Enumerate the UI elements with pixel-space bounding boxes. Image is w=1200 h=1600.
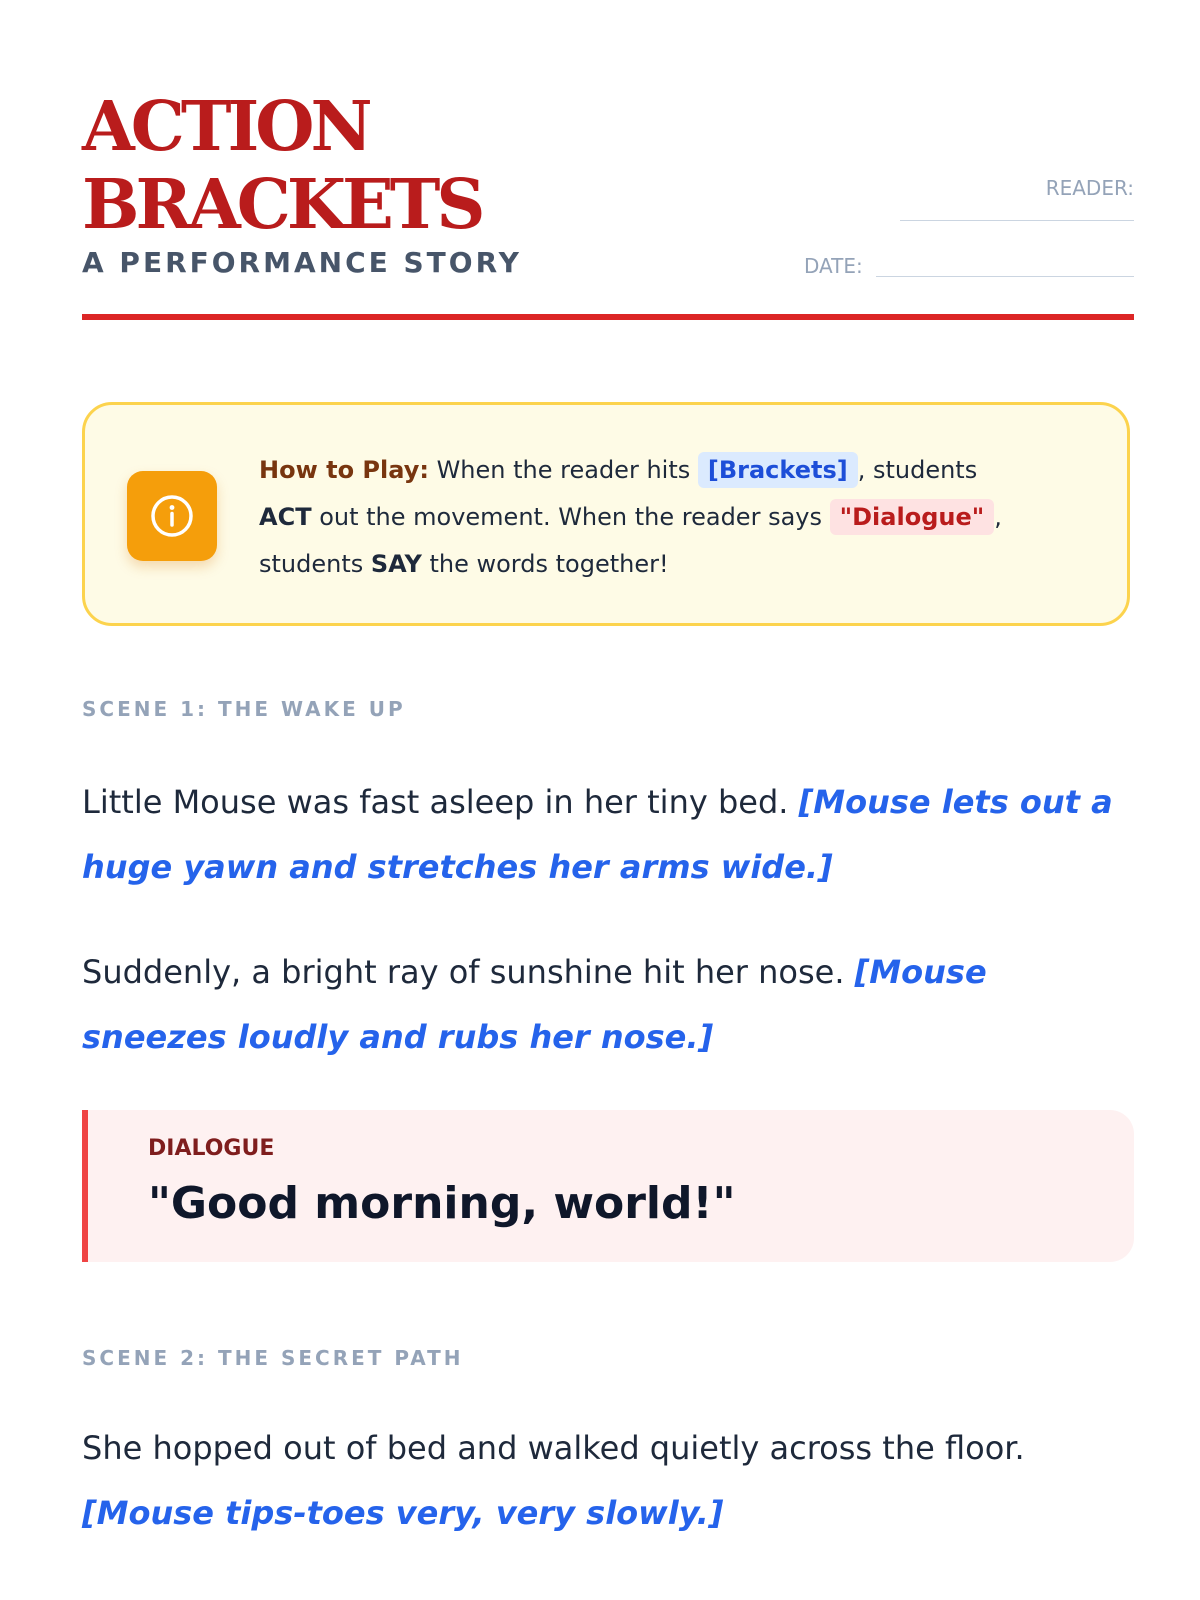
scene-1-heading: SCENE 1: THE WAKE UP — [82, 697, 406, 721]
act-word: ACT — [259, 503, 312, 531]
instructions-comma: , — [994, 503, 1002, 531]
title-line-1: ACTION — [82, 87, 369, 167]
info-icon — [127, 471, 217, 561]
reader-blank-line — [900, 220, 1134, 221]
worksheet-page — [82, 0, 1134, 1600]
story-paragraph — [82, 940, 1134, 1070]
dialogue-chip: "Dialogue" — [830, 499, 995, 535]
brackets-chip: [Brackets] — [698, 452, 858, 488]
worksheet-header — [82, 88, 1134, 324]
story-text: Suddenly, a bright ray of sunshine hit her nose. — [82, 953, 855, 991]
title-line-2: BRACKETS — [82, 165, 482, 245]
action-bracket: [Mouse lets out a huge yawn and stretches her arms wide.] — [82, 783, 1113, 886]
story-text: She hopped out of bed and walked quietly across the floor. — [82, 1429, 1025, 1467]
dialogue-line: "Good morning, world!" — [148, 1178, 736, 1229]
instructions-students: students — [259, 550, 371, 578]
page-title — [82, 88, 482, 244]
dialogue-label: DIALOGUE — [148, 1136, 275, 1161]
story-paragraph — [82, 770, 1134, 900]
reader-label: READER: — [1045, 176, 1134, 200]
how-to-play-box — [82, 402, 1130, 626]
header-divider — [82, 314, 1134, 320]
story-text: Little Mouse was fast asleep in her tiny bed. — [82, 783, 799, 821]
action-bracket: [Mouse sneezes loudly and rubs her nose.] — [82, 953, 987, 1056]
dialogue-box — [82, 1110, 1134, 1262]
action-bracket: [Mouse tips-toes very, very slowly.] — [82, 1494, 724, 1532]
instructions-text-3: out the movement. When the reader says — [311, 503, 830, 531]
date-blank-line — [876, 276, 1134, 277]
how-to-play-lead: How to Play: — [259, 456, 429, 484]
instructions-text-5: the words together! — [421, 550, 669, 578]
story-paragraph — [82, 1416, 1134, 1546]
scene-2-heading: SCENE 2: THE SECRET PATH — [82, 1346, 464, 1370]
instructions-text-1: When the reader hits — [428, 456, 698, 484]
date-label: DATE: — [804, 254, 863, 278]
date-field — [804, 254, 1134, 282]
say-word: SAY — [370, 550, 422, 578]
instructions-text-2: , students — [857, 456, 978, 484]
page-subtitle: A PERFORMANCE STORY — [82, 246, 522, 279]
how-to-play-text — [259, 447, 1099, 588]
